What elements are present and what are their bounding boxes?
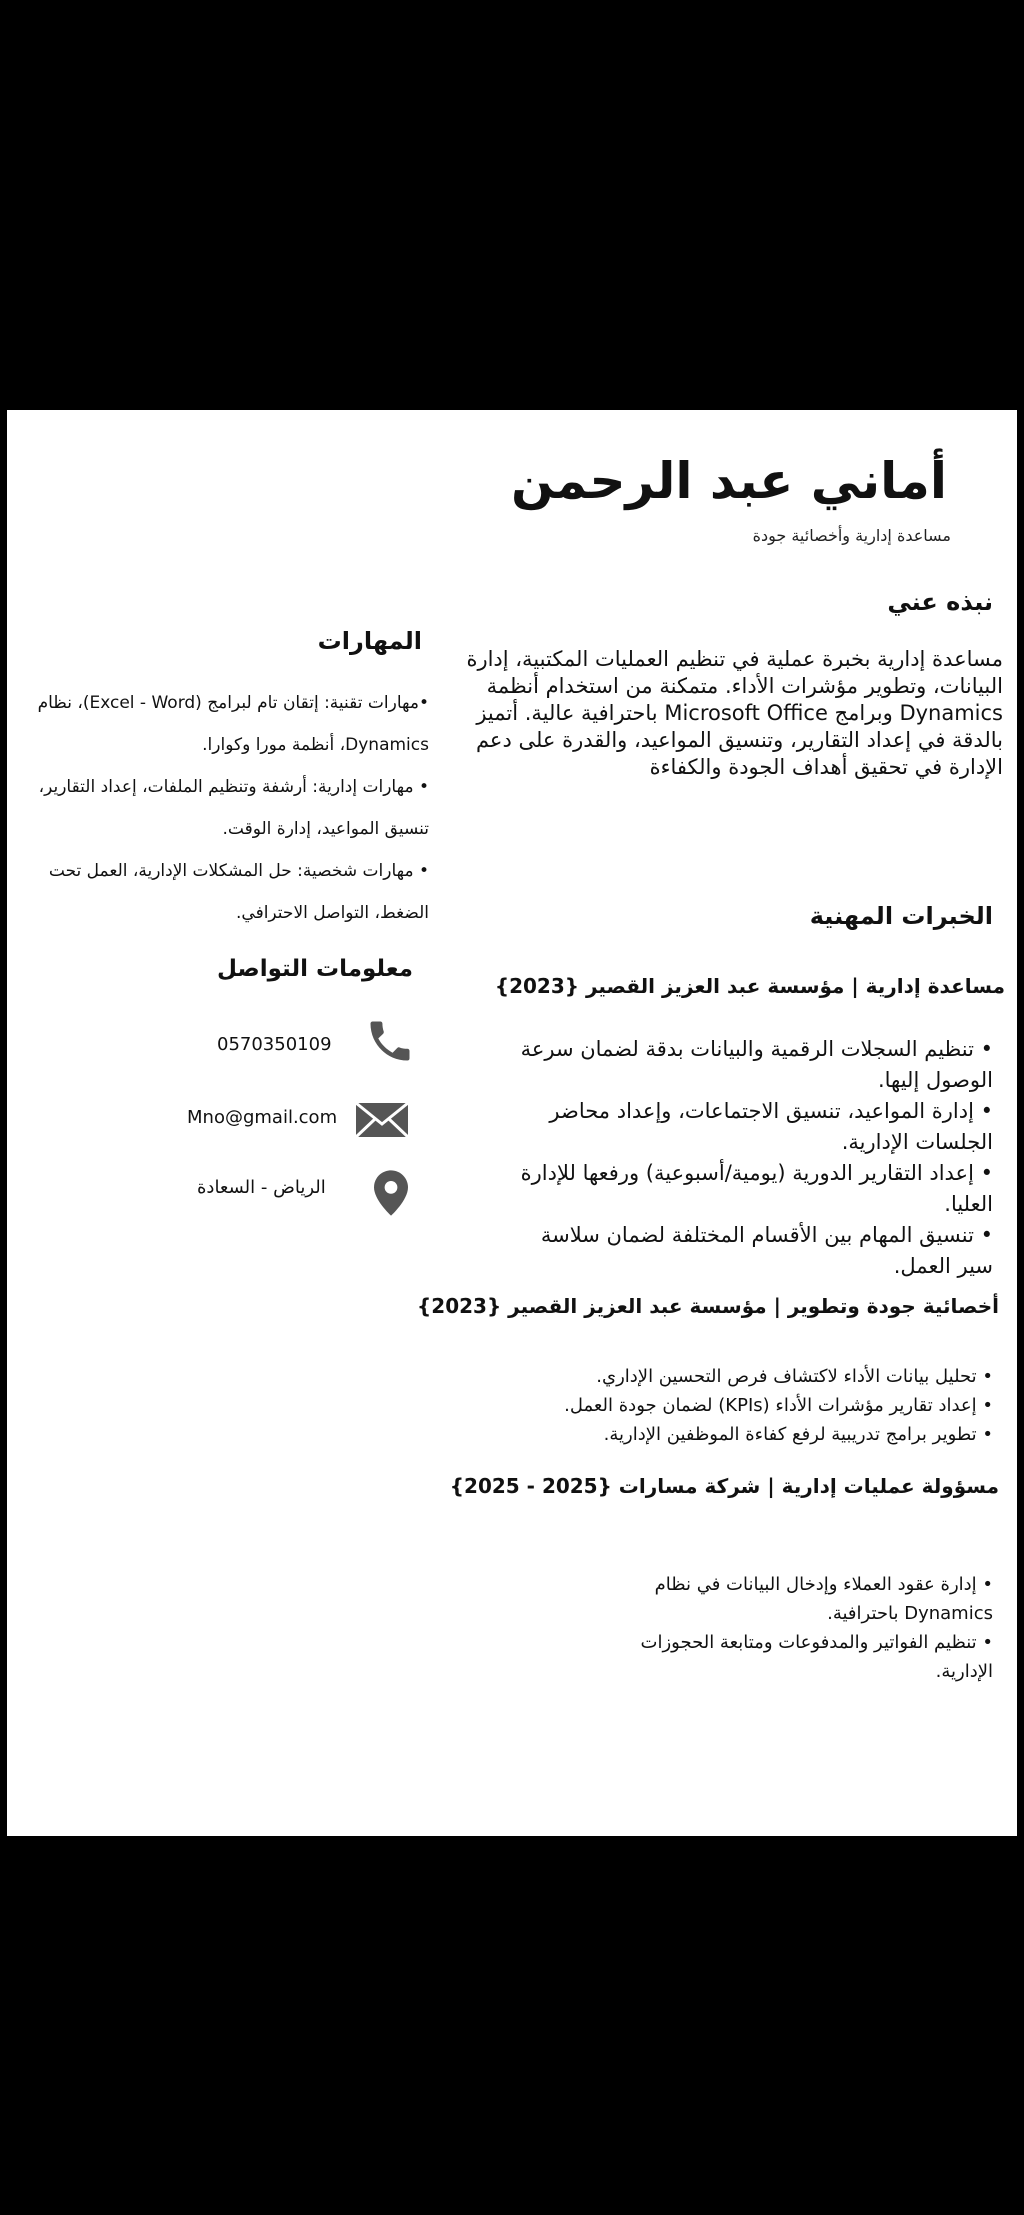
phone-number: 0570350109 (217, 1034, 332, 1055)
list-item: • إعداد التقارير الدورية (يومية/أسبوعية) ورفعها للإدارة العليا. (520, 1161, 993, 1216)
experience-title: الخبرات المهنية (809, 902, 993, 930)
job-title: مسؤولة عمليات إدارية | شركة مسارات {2025 - 2025} (449, 1474, 999, 1498)
person-name: أماني عبد الرحمن (510, 452, 947, 510)
phone-icon (364, 1014, 416, 1072)
list-item: • إدارة عقود العملاء وإدخال البيانات في نظام Dynamics باحترافية. (654, 1574, 993, 1624)
email-address: Mno@gmail.com (187, 1107, 338, 1128)
list-item: • تنظيم الفواتير والمدفوعات ومتابعة الحجوزات الإدارية. (640, 1632, 993, 1682)
about-title: نبذه عني (887, 588, 993, 616)
list-item: • مهارات إدارية: أرشفة وتنظيم الملفات، إعداد التقارير، تنسيق المواعيد، إدارة الوقت. (38, 777, 429, 839)
resume-page (7, 410, 1017, 1836)
skills-list (9, 682, 429, 934)
contact-title: معلومات التواصل (217, 956, 413, 982)
list-item: • تطوير برامج تدريبية لرفع كفاءة الموظفين الإدارية. (603, 1424, 993, 1445)
map-pin-icon (374, 1170, 408, 1220)
list-item: •مهارات تقنية: إتقان تام لبرامج (Excel - Word)، نظام Dynamics، أنظمة مورا وكوارا. (37, 693, 429, 755)
list-item: • تنظيم السجلات الرقمية والبيانات بدقة لضمان سرعة الوصول إليها. (520, 1037, 993, 1092)
job-duties-list (533, 1362, 993, 1449)
about-text: مساعدة إدارية بخبرة عملية في تنظيم العمليات المكتبية، إدارة البيانات، وتطوير مؤشرات الأداء. متمكنة من استخدام أنظمة Dynamics وبرامج Microsoft Office باحترافية عالية. أتميز بالدقة في إعداد التقارير، وتنسيق المواعيد، والقدرة على دعم الإدارة في تحقيق أهداف الجودة والكفاءة (466, 647, 1003, 779)
job-title: مساعدة إدارية | مؤسسة عبد العزيز القصير {2023} (494, 974, 1005, 998)
list-item: • إدارة المواعيد، تنسيق الاجتماعات، وإعداد محاضر الجلسات الإدارية. (549, 1099, 993, 1154)
job-title: أخصائية جودة وتطوير | مؤسسة عبد العزيز القصير {2023} (417, 1294, 999, 1318)
job-duties-list (593, 1570, 993, 1686)
list-item: • تحليل بيانات الأداء لاكتشاف فرص التحسين الإداري. (596, 1366, 993, 1387)
job-duties-list (503, 1034, 993, 1282)
job-subtitle: مساعدة إدارية وأخصائية جودة (752, 526, 951, 545)
location: الرياض - السعادة (197, 1177, 326, 1198)
list-item: • إعداد تقارير مؤشرات الأداء (KPIs) لضمان جودة العمل. (564, 1395, 993, 1416)
list-item: • تنسيق المهام بين الأقسام المختلفة لضمان سلاسة سير العمل. (540, 1223, 993, 1278)
envelope-icon (355, 1102, 409, 1142)
list-item: • مهارات شخصية: حل المشكلات الإدارية، العمل تحت الضغط، التواصل الاحترافي. (48, 861, 429, 923)
skills-title: المهارات (317, 627, 422, 655)
